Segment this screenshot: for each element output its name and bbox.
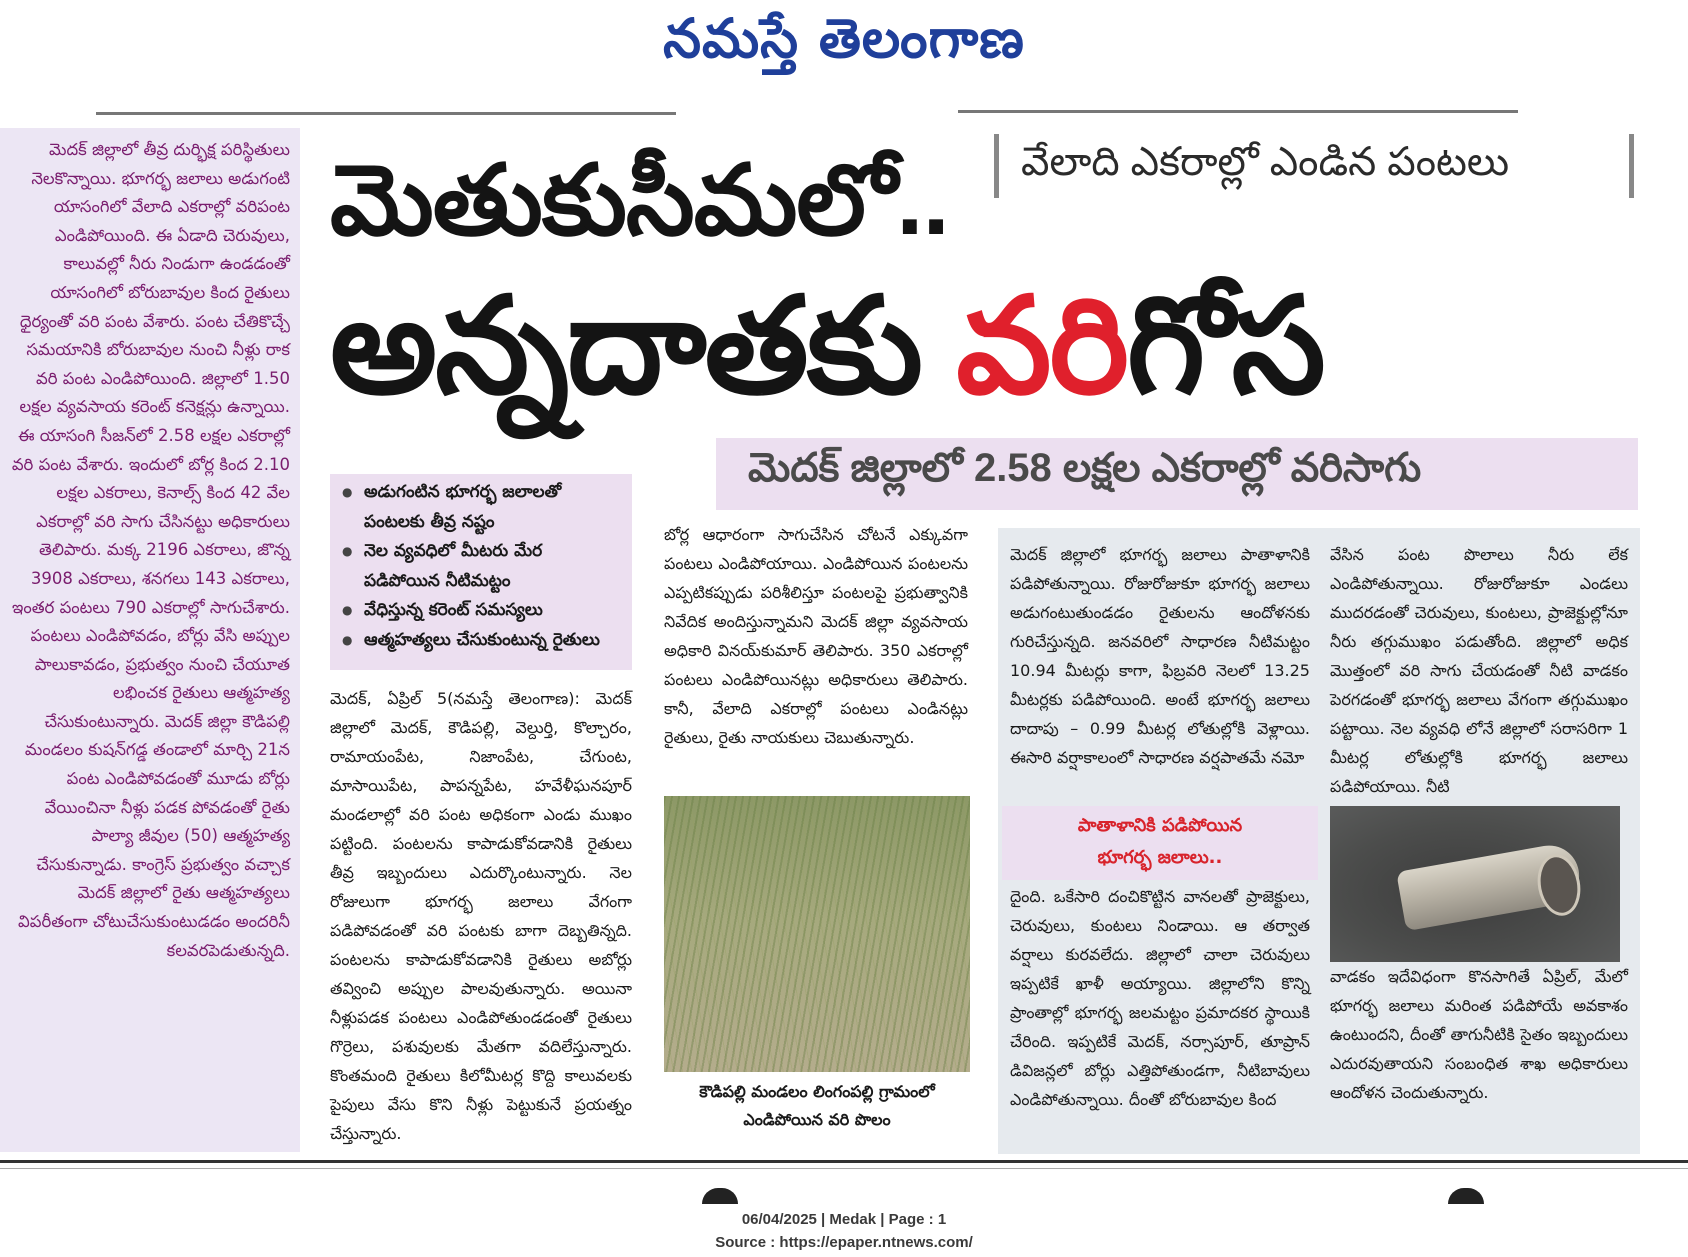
left-sidebar-column [0,128,300,1152]
dried-paddy-field-photo [664,796,970,1072]
highlight-item: ● ఆత్మహత్యలు చేసుకుంటున్న రైతులు [342,626,622,656]
newspaper-logo: నమస్తే తెలంగాణ [663,6,1025,70]
footer-source: Source : https://epaper.ntnews.com/ [715,1234,973,1251]
subhead-text: మెదక్ జిల్లాలో 2.58 లక్షల ఎకరాల్లో వరిసాగు [748,446,1422,490]
headline-line-2 [330,262,1324,432]
body-column-4-bottom: దైంది. ఒకేసారి దంచికొట్టిన వానలతో ప్రాజెక్టులు, చెరువులు, కుంటలు నిండాయి. ఆ తర్వాత వర్షాలు కురవలేదు. జిల్లాలో చాలా చెరువులు ఇప్పటికే ఖాళీ అయ్యాయి. జిల్లాలోని కొన్ని ప్రాంతాల్లో భూగర్భ జలమట్టం ప్రమాదకర స్థాయికి చేరింది. ఇప్పటికే మెదక్, నర్సాపూర్, తూప్రాన్ డివిజన్లలో బోర్లు ఎత్తిపోతుండగా, నీటిబావులు ఎండిపోతున్నాయి. దీంతో బోరుబావుల కింద [1010,887,1310,1109]
masthead [0,6,1688,84]
highlight-item: ● వేధిస్తున్న కరెంట్ సమస్యలు [342,596,622,626]
page-bottom-rule [0,1160,1688,1163]
highlight-item: ● నెల వ్యవధిలో మీటరు మేర పడిపోయిన నీటిమట్టం [342,537,622,596]
body-column-5-bottom: వాడకం ఇదేవిధంగా కొనసాగితే ఏప్రిల్, మేలో భూగర్భ జలాలు మరింత పడిపోయే అవకాశం ఉంటుందని, దీంతో తాగునీటికి సైతం ఇబ్బందులు ఎదురవుతాయని సంబంధిత శాఖ అధికారులు ఆందోళన చెందుతున్నారు. [1330,967,1628,1102]
kicker-tag [994,134,1634,198]
kicker-text: వేలాది ఎకరాల్లో ఎండిన పంటలు [1021,140,1510,184]
body-column-4-top: మెదక్ జిల్లాలో భూగర్భ జలాలు పాతాళానికి పడిపోతున్నాయి. రోజురోజుకూ భూగర్భ జలాలు అడుగంటుతుండడం రైతులను ఆందోళనకు గురిచేస్తున్నది. జనవరిలో సాధారణ నీటిమట్టం 10.94 మీటర్లు కాగా, ఫిబ్రవరి నెలలో 13.25 మీటర్లకు పడిపోయింది. అంటే భూగర్భ జలాలు దాదాపు – 0.99 మీటర్ల లోతుల్లోకి వెళ్లాయి. ఈసారి వర్షాకాలంలో సాధారణ వర్షపాతమే నమో [1010,545,1310,767]
cut-off-mark-right [1448,1188,1484,1204]
left-sidebar-text: మెదక్ జిల్లాలో తీవ్ర దుర్భిక్ష పరిస్థితులు నెలకొన్నాయి. భూగర్భ జలాలు అడుగంటి యాసంగిలో వేలాది ఎకరాల్లో వరిపంట ఎండిపోయింది. ఈ ఏడాది చెరువులు, కాలువల్లో నీరు నిండుగా ఉండడంతో యాసంగిలో బోరుబావుల కింద రైతులు ధైర్యంతో వరి పంట వేశారు. పంట చేతికొచ్చే సమయానికి బోరుబావుల నుంచి నీళ్లు రాక వరి పంట ఎండిపోయింది. జిల్లాలో 1.50 లక్షల వ్యవసాయ కరెంట్ కనెక్షన్లు ఉన్నాయి. ఈ యాసంగి సీజన్‌లో 2.58 లక్షల ఎకరాల్లో వరి పంట వేశారు. ఇందులో బోర్ల కింద 2.10 లక్షల ఎకరాలు, కెనాల్స్ కింద 42 వేల ఎకరాల్లో వరి సాగు చేసినట్టు అధికారులు తెలిపారు. మక్క 2196 ఎకరాలు, జొన్న 3908 ఎకరాలు, శనగలు 143 ఎకరాలు, ఇంతర పంటలు 790 ఎకరాల్లో సాగుచేశారు. పంటలు ఎండిపోవడం, బోర్లు వేసి అప్పుల పాలుకావడం, ప్రభుత్వం నుంచి చేయూత లభించక రైతులు ఆత్మహత్య చేసుకుంటున్నారు. మెదక్ జిల్లా కౌడిపల్లి మండలం కుషన్‌గడ్డ తండాలో మార్చి 21న పంట ఎండిపోవడంతో మూడు బోర్లు వేయించినా నీళ్లు పడక పోవడంతో రైతు పాల్యా జీవుల (50) ఆత్మహత్య చేసుకున్నాడు. కాంగ్రెస్ ప్రభుత్వం వచ్చాక మెదక్ జిల్లాలో రైతు ఆత్మహత్యలు విపరీతంగా చోటుచేసుకుంటుడడం అందరినీ కలవరపెడుతున్నది. [11,140,290,960]
inset-heading-line-1: పాతాళానికి పడిపోయిన [1077,815,1243,836]
cut-off-article-right [958,110,1518,113]
cut-off-article-left [96,112,676,115]
headline-red-part: వరి [956,272,1127,421]
body-column-5-top: వేసిన పంట పొలాలు నీరు లేక ఎండిపోతున్నాయి. రోజురోజుకూ ఎండలు ముదరడంతో చెరువులు, కుంటలు, ప్రాజెక్టుల్లోనూ నీరు తగ్గుముఖం పడుతోంది. జిల్లాలో అధిక మొత్తంలో వరి సాగు చేయడంతో నీటి వాడకం పెరగడంతో భూగర్భ జలాలు వేగంగా తగ్గుముఖం పట్టాయి. నెల వ్యవధి లోనే జిల్లాలో సరాసరిగా 1 మీటర్ల లోతుల్లోకి భూగర్భ జలాలు పడిపోయాయి. నీటి [1330,545,1628,796]
subhead-band [716,438,1638,510]
dry-borewell-pipe-photo [1330,806,1620,962]
body-column-2: మెదక్, ఏప్రిల్ 5(నమస్తే తెలంగాణ): మెదక్ జిల్లాలో మెదక్, కౌడిపల్లి, వెల్దుర్తి, కొల్చారం, రామాయంపేట, నిజాంపేట, చేగుంట, మాసాయిపేట, పాపన్నపేట, హవేళీఘనపూర్ మండలాల్లో వరి పంట అధికంగా ఎండు ముఖం పట్టింది. పంటలను కాపాడుకోవడానికి రైతులు తీవ్ర ఇబ్బందులు ఎదుర్కొంటున్నారు. నెల రోజులుగా భూగర్భ జలాలు వేగంగా పడిపోవడంతో వరి పంటకు బాగా దెబ్బతిన్నది. పంటలను కాపాడుకోవడానికి రైతులు అబోర్లు తవ్వించి అప్పుల పాలవుతున్నారు. అయినా నీళ్లుపడక పంటలు ఎండిపోతుండడంతో రైతులు గొర్రెలు, పశువులకు మేతగా వదిలేస్తున్నారు. కొంతమంది రైతులు కిలోమీటర్ల కొద్ది కాలువలకు పైపులు వేసు కొని నీళ్లు పెట్టుకునే ప్రయత్నం చేస్తున్నారు. [330,689,632,1143]
page-bottom-rule-thin [0,1168,1688,1169]
epaper-footer [0,1208,1688,1254]
headline-black-part: అన్నదాతకు [330,272,957,421]
headline-line-1: మెతుకుసీమలో.. [330,145,949,255]
body-column-3: బోర్ల ఆధారంగా సాగుచేసిన చోటనే ఎక్కువగా పంటలు ఎండిపోయాయి. ఎండిపోయిన పంటలను ఎప్పటికప్పుడు పరిశీలిస్తూ పంటలపై ప్రభుత్వానికి నివేదిక అందిస్తున్నామని మెదక్ జిల్లా వ్యవసాయ అధికారి వినయ్‌కుమార్ తెలిపారు. 350 ఎకరాల్లో పంటలు ఎండిపోయినట్లు అధికారులు తెలిపారు. కానీ, వేలాది ఎకరాల్లో పంటలు ఎండినట్లు రైతులు, రైతు నాయకులు చెబుతున్నారు. [664,525,968,747]
headline-end-part: గోస [1126,272,1324,421]
cut-off-mark-left [702,1188,738,1204]
inset-heading-box [1002,806,1318,880]
photo-caption: కౌడిపల్లి మండలం లింగంపల్లి గ్రామంలో ఎండిపోయిన వరి పొలం [699,1082,935,1129]
highlight-item: ● అడుగంటిన భూగర్భ జలాలతో పంటలకు తీవ్ర నష్టం [342,478,622,537]
highlights-box [330,474,632,670]
footer-date-edition: 06/04/2025 | Medak | Page : 1 [741,1211,947,1228]
inset-heading-line-2: భూగర్భ జలాలు.. [1097,847,1223,868]
